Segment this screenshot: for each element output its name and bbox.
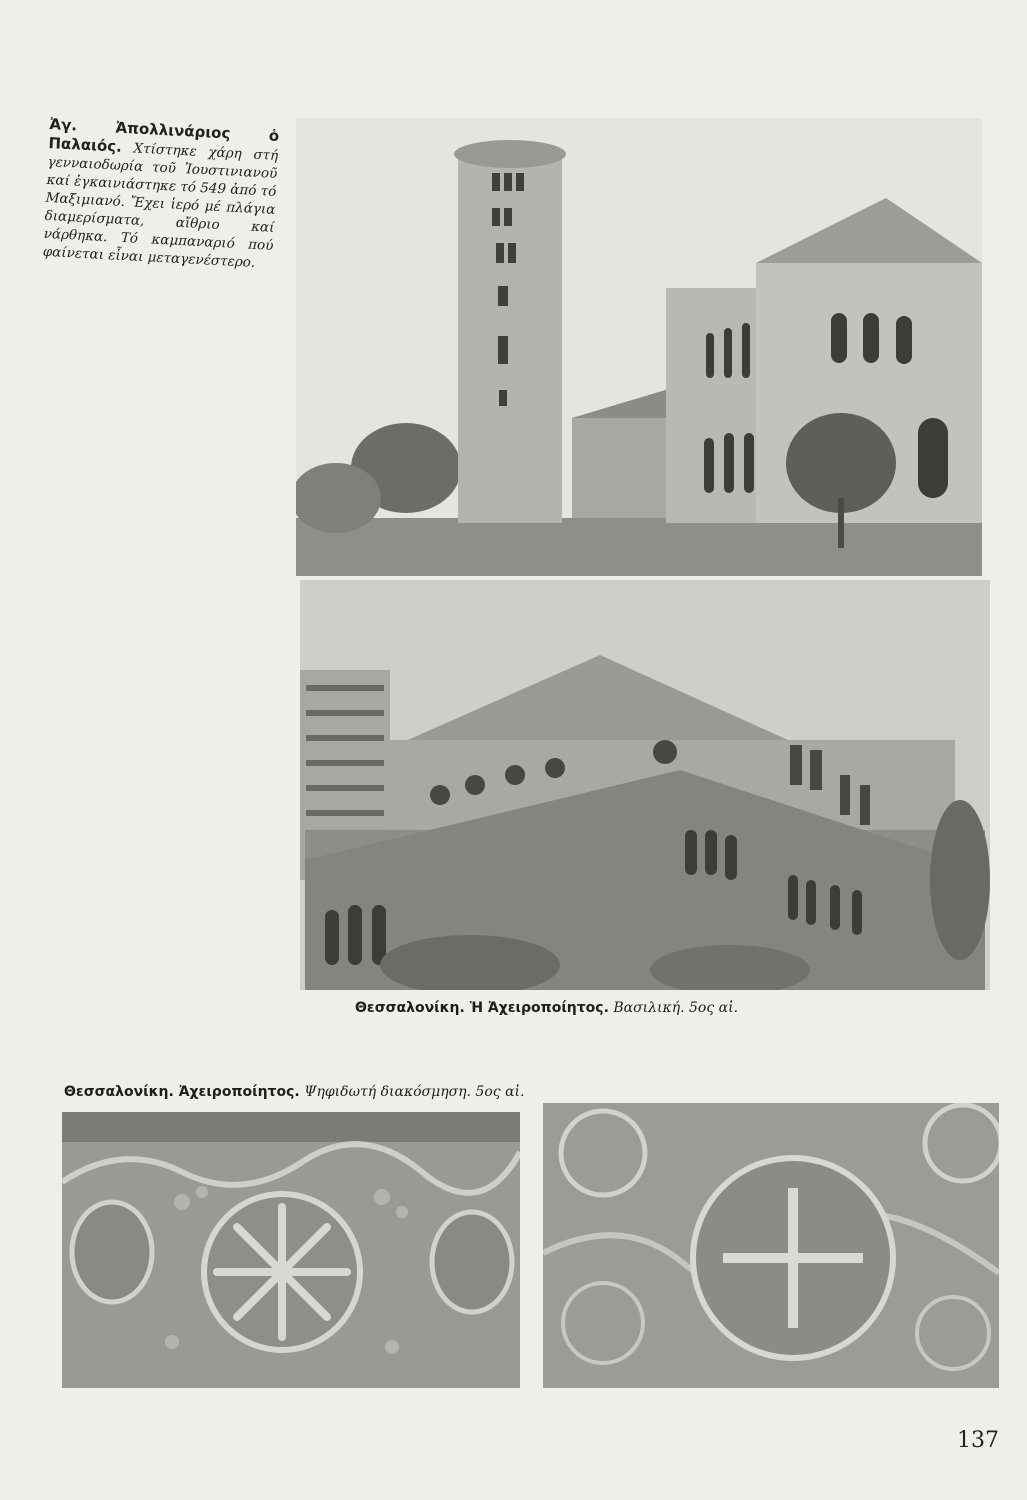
mosaic-wheel-cross-photo (62, 1112, 520, 1388)
top-photo-caption (42, 115, 279, 273)
middle-photo-caption (355, 1000, 738, 1017)
top-caption-title: Ἀγ. Ἀπολλινάριος ὁ Παλαιός. (48, 115, 280, 156)
bottom-caption-title: Θεσσαλονίκη. Ἀχειροποίητος. (64, 1084, 300, 1100)
middle-caption-title: Θεσσαλονίκη. Ἡ Ἀχειροποίητος. (355, 1000, 609, 1016)
basilica-bell-tower-photo (296, 118, 982, 576)
mosaic-cross-medallion-photo (543, 1103, 999, 1388)
bottom-photos-caption (64, 1084, 524, 1101)
bottom-caption-body: Ψηφιδωτή διακόσμηση. 5ος αἰ. (304, 1084, 525, 1100)
middle-caption-body: Βασιλική. 5ος αἰ. (613, 1000, 739, 1016)
acheiropoietos-basilica-photo (300, 580, 990, 990)
page-number: 137 (957, 1428, 999, 1453)
top-caption-body: Χτίστηκε χάρη στή γενναιοδωρία τοῦ Ἰουστινιανοῦ καί ἐγκαινιάστηκε τό 549 ἀπό τό Μαξιμιανό. Ἔχει ἱερό μέ πλάγια διαμερίσματα, αἴθριο καί νάρθηκα. Τό καμπαναριό πού φαίνεται εἶναι μεταγενέστερο. (42, 140, 279, 271)
